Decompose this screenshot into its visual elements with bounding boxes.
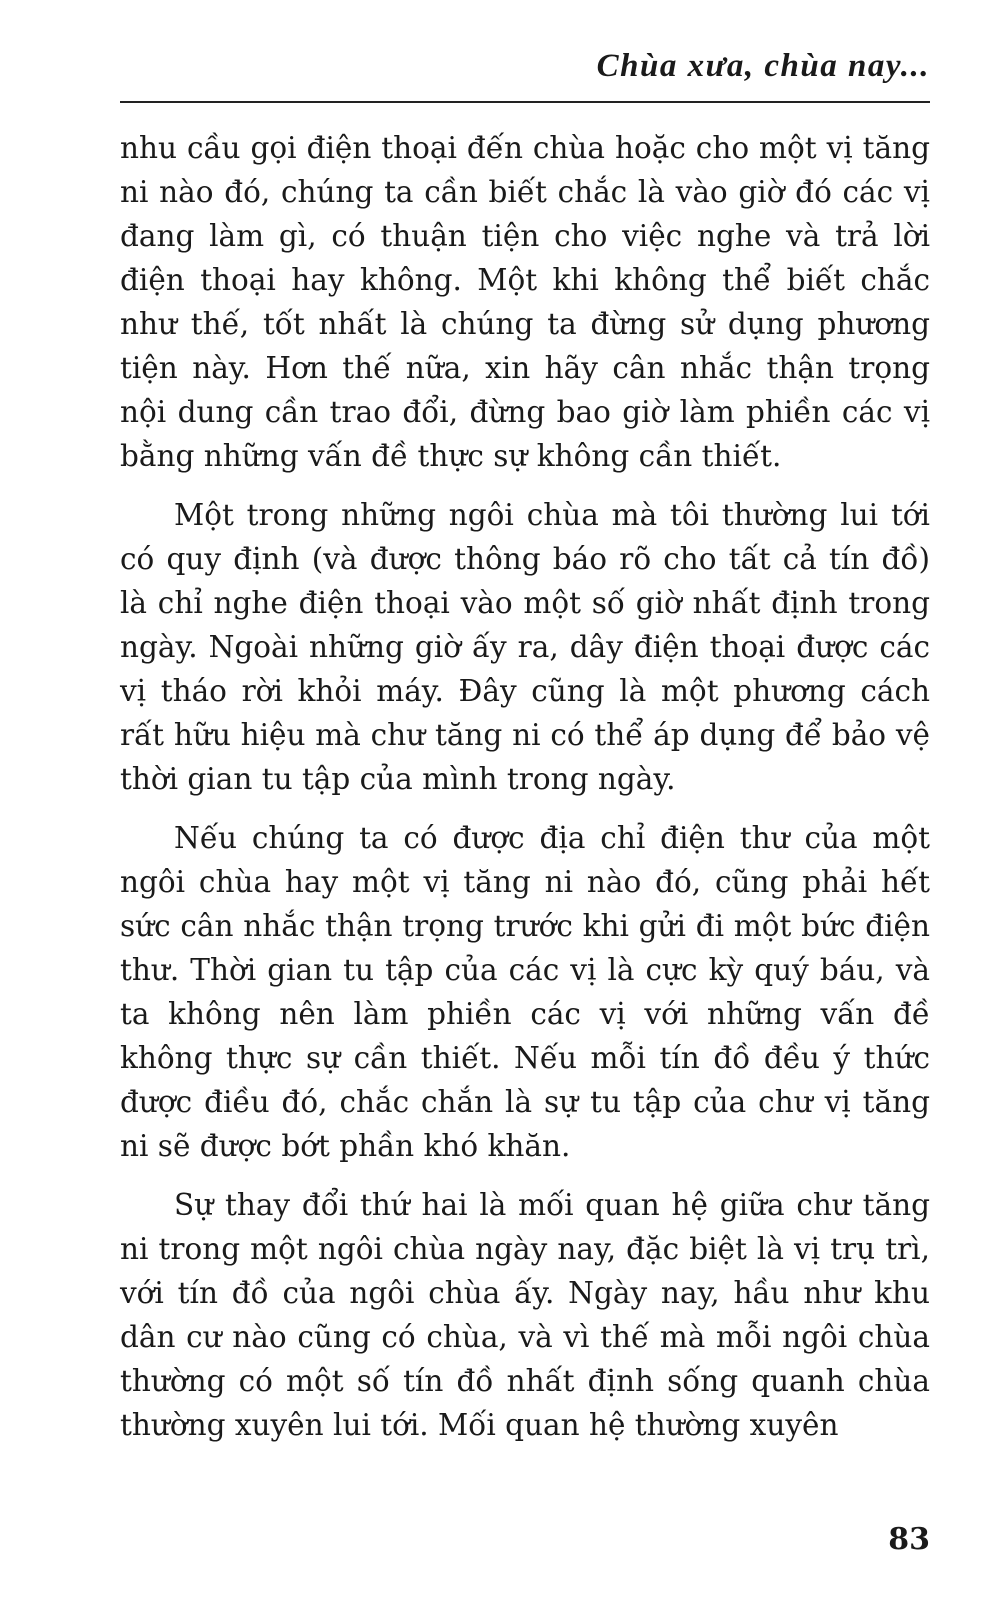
header-divider xyxy=(120,101,930,103)
paragraph-continued: nhu cầu gọi điện thoại đến chùa hoặc cho một vị tăng ni nào đó, chúng ta cần biết chắc là vào giờ đó các vị đang làm gì, có thuận tiện cho việc nghe và trả lời điện thoại hay không. Một khi không thể biết chắc như thế, tốt nhất là chúng ta đừng sử dụng phương tiện này. Hơn thế nữa, xin hãy cân nhắc thận trọng nội dung cần trao đổi, đừng bao giờ làm phiền các vị bằng những vấn đề thực sự không cần thiết. xyxy=(120,131,930,473)
paragraph: Một trong những ngôi chùa mà tôi thường lui tới có quy định (và được thông báo rõ cho tất cả tín đồ) là chỉ nghe điện thoại vào một số giờ nhất định trong ngày. Ngoài những giờ ấy ra, dây điện thoại được các vị tháo rời khỏi máy. Đây cũng là một phương cách rất hữu hiệu mà chư tăng ni có thể áp dụng để bảo vệ thời gian tu tập của mình trong ngày. xyxy=(120,498,930,796)
page-body xyxy=(120,126,930,1462)
page-number: 83 xyxy=(888,1522,930,1557)
paragraph: Nếu chúng ta có được địa chỉ điện thư của một ngôi chùa hay một vị tăng ni nào đó, cũng phải hết sức cân nhắc thận trọng trước khi gửi đi một bức điện thư. Thời gian tu tập của các vị là cực kỳ quý báu, và ta không nên làm phiền các vị với những vấn đề không thực sự cần thiết. Nếu mỗi tín đồ đều ý thức được điều đó, chắc chắn là sự tu tập của chư vị tăng ni sẽ được bớt phần khó khăn. xyxy=(120,821,930,1163)
paragraph: Sự thay đổi thứ hai là mối quan hệ giữa chư tăng ni trong một ngôi chùa ngày nay, đặc biệt là vị trụ trì, với tín đồ của ngôi chùa ấy. Ngày nay, hầu như khu dân cư nào cũng có chùa, và vì thế mà mỗi ngôi chùa thường có một số tín đồ nhất định sống quanh chùa thường xuyên lui tới. Mối quan hệ thường xuyên xyxy=(120,1188,930,1442)
running-header-title: Chùa xưa, chùa nay... xyxy=(596,48,930,84)
